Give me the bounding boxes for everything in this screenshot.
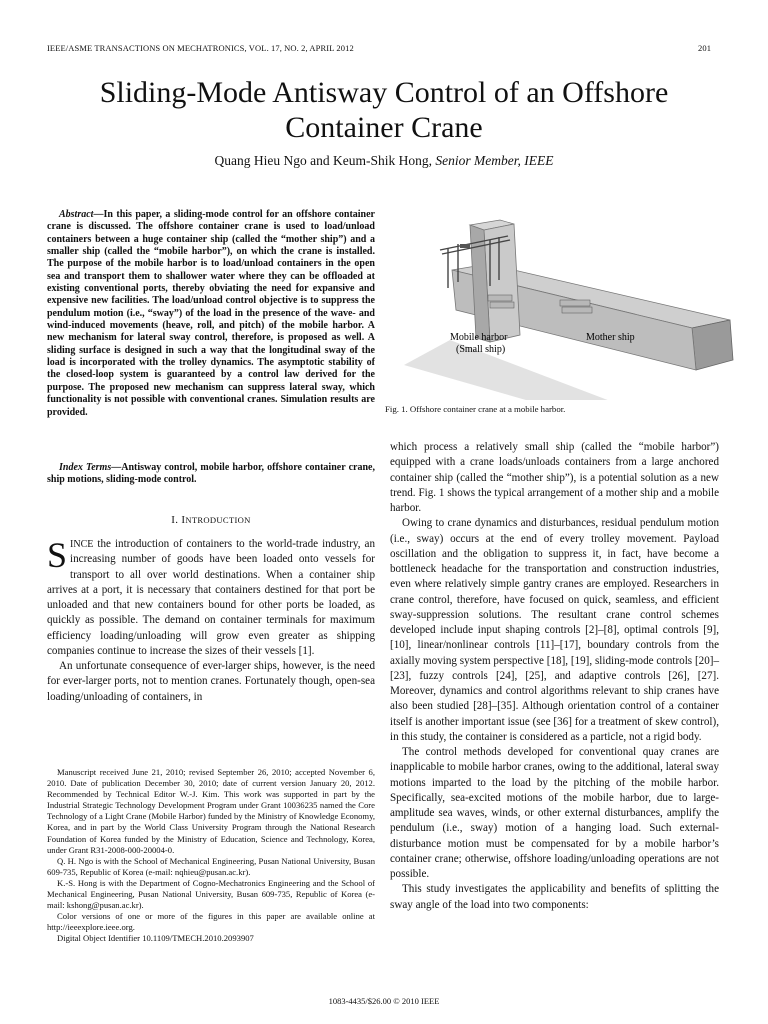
- right-paragraph-1: which process a relatively small ship (called the “mobile harbor”) equipped with a crane loads/unloads containers from a large anchored container ship (called the “mother ship”), is a potential solution as a new trend. Fig. 1 shows the typical arrangement of a mother ship and a mobile harbor.: [390, 441, 719, 514]
- footnote-ngo: Q. H. Ngo is with the School of Mechanical Engineering, Pusan National University, Busan 609-735, Republic of Korea (e-mail: nqhieu@pusan.ac.kr).: [47, 855, 375, 877]
- paper-title: [0, 75, 768, 145]
- footnote-hong: K.-S. Hong is with the Department of Cogno-Mechatronics Engineering and the School of Mechanical Engineering, Pusan National University, Busan 609-735, Republic of Korea (e-mail: kshong@pusan.ac.kr).: [47, 877, 375, 911]
- intro-p1-text: the introduction of containers to the world-trade industry, an increasing number of goods have been loaded onto vessels for transport to all over world destinations. When a container ship arrives at a port, it is necessary that containers destined for that port be unloaded and that new containers bound for other ports be loaded, as quickly as possible. The demand on container terminals for maximum efficiency loading/unloading will grow even greater as shipping companies continue to increase the sizes of their vessels [1].: [47, 538, 375, 657]
- title-line-1: Sliding-Mode Antisway Control of an Offshore: [99, 76, 669, 109]
- abstract-label: Abstract: [59, 209, 94, 220]
- footnote-doi: Digital Object Identifier 10.1109/TMECH.2010.2093907: [57, 933, 254, 944]
- section-first-letter: I: [181, 514, 186, 526]
- author-names: Quang Hieu Ngo and Keum-Shik Hong,: [214, 153, 432, 168]
- trolley: [460, 244, 470, 248]
- section-title-rest: NTRODUCTION: [185, 515, 251, 525]
- drop-cap: S: [47, 535, 68, 575]
- label-small-ship: (Small ship): [456, 344, 506, 355]
- footnote-manuscript: Manuscript received June 21, 2010; revised September 26, 2010; accepted November 6, 2010. Date of publication December 30, 2010; date of current version January 20, 2012. Recommended by Technical Editor W.-J. Kim. This work was supported in part by the Industrial Strategic Technology Development Program under Grant 10036235 named the Core Technology of a Light Crane (Mobile Harbor) funded by the Ministry of Knowledge Economy, Korea, and in part by the World Class University Program through the National Research Foundation of Korea funded by the Ministry of Education, Science and Technology, Korea, under Grant R31-2008-000-20004-0.: [47, 767, 375, 855]
- title-line-2: Container Crane: [285, 111, 483, 144]
- abstract-text: —In this paper, a sliding-mode control for an offshore container crane is discussed. The offshore container crane is used to load/unload containers between a huge container ship (called the “mother ship”) and a smaller ship (called the “mobile harbor”), on which the crane is installed. The purpose of the mobile harbor is to load/unload containers in the open sea and transport them to shallower water where they can be offloaded at existing conventional ports, thereby obviating the need for expansive and expensive new facilities. The load/unload control objective is to suppress the pendulum motion (i.e., “sway”) of the load in the presence of the wave- and wind-induced movements (heave, roll, and pitch) of the mobile harbor. A new mechanism for lateral sway control, therefore, is proposed as well. A sliding surface is designed in such a way that the longitudinal sway of the load is incorporated with the trolley dynamics. The asymptotic stability of the closed-loop system is guaranteed by a control law derived for the purpose. The proposed new mechanism can suppress lateral sway, which functionality is not possible with conventional cranes. Simulation results are provided.: [47, 209, 375, 418]
- label-mobile-harbor: Mobile harbor: [450, 332, 508, 343]
- label-mother-ship: Mother ship: [586, 332, 635, 343]
- journal-header: IEEE/ASME TRANSACTIONS ON MECHATRONICS, VOL. 17, NO. 2, APRIL 2012: [47, 43, 354, 53]
- section-numeral: I.: [171, 514, 179, 526]
- right-paragraph-4: This study investigates the applicability and benefits of splitting the sway angle of the load into two components:: [390, 883, 719, 911]
- index-terms-label: Index Terms: [59, 462, 112, 473]
- page-number: 201: [698, 43, 712, 53]
- intro-paragraph-1: [47, 537, 375, 659]
- abstract: [47, 209, 375, 419]
- author-role: Senior Member, IEEE: [435, 153, 554, 168]
- intro-lead: INCE: [70, 539, 94, 550]
- footnote-color: Color versions of one or more of the figures in this paper are available online at http://ieeexplore.ieee.org.: [47, 911, 375, 933]
- figure-caption: Fig. 1. Offshore container crane at a mobile harbor.: [385, 404, 566, 414]
- index-terms: [47, 462, 375, 487]
- copyright-footer: 1083-4435/$26.00 © 2010 IEEE: [328, 996, 440, 1006]
- intro-left-column: [47, 537, 375, 705]
- index-terms-text: —Antisway control, mobile harbor, offshore container crane, ship motions, sliding-mode control.: [47, 462, 375, 486]
- intro-paragraph-2: An unfortunate consequence of ever-larger ships, however, is the need for ever-larger ports, not to mention cranes. Fortunately though, open-sea loading/unloading of containers, in: [47, 660, 375, 703]
- right-column: [390, 440, 719, 913]
- right-paragraph-3: The control methods developed for conventional quay cranes are inapplicable to mobile harbor cranes, owing to the additional, lateral sway motions imparted to the load by the pitching of the mobile harbor. Specifically, sea-excited motions of the mobile harbor, due to large-amplitude sea waves, winds, or other external disturbances, amplify the pendulum (i.e., sway) motion of a hanging load. Such external-disturbance motion must be compensated for by a mobile harbor’s container crane; otherwise, offshore loading/unloading operations are not possible.: [390, 746, 720, 880]
- author-line: [0, 153, 768, 169]
- footnotes: [47, 767, 375, 945]
- section-heading: [47, 514, 375, 526]
- figure-offshore-crane: [400, 210, 740, 400]
- right-paragraph-2: Owing to crane dynamics and disturbances, residual pendulum motion (i.e., sway) occurs at the end of every trolley movement. Payload oscillation and the obligation to suppress it, in fact, have become a bottleneck headache for the transportation and construction industries, even where relatively simple gantry cranes are employed. Researchers in crane control, therefore, have focused on quick, seamless, and efficient sway-suppression solutions. The resultant crane control schemes developed include input shaping controls [2]–[8], optimal controls [9], [10], linear/nonlinear controls [11]–[17], boundary controls from the axially moving system perspective [18], [19], sliding-mode controls [20]–[23], fuzzy controls [24], [25], and adaptive controls [26], [27]. Moreover, dynamics and control algorithms relevant to ship cranes have also been studied [28]–[35]. Although orientation control of a container itself is another important issue (see [36] for a treatment of skew control), in this study, the container is considered as a particle, not a rigid body.: [390, 517, 719, 743]
- mother-ship-bow: [692, 320, 733, 370]
